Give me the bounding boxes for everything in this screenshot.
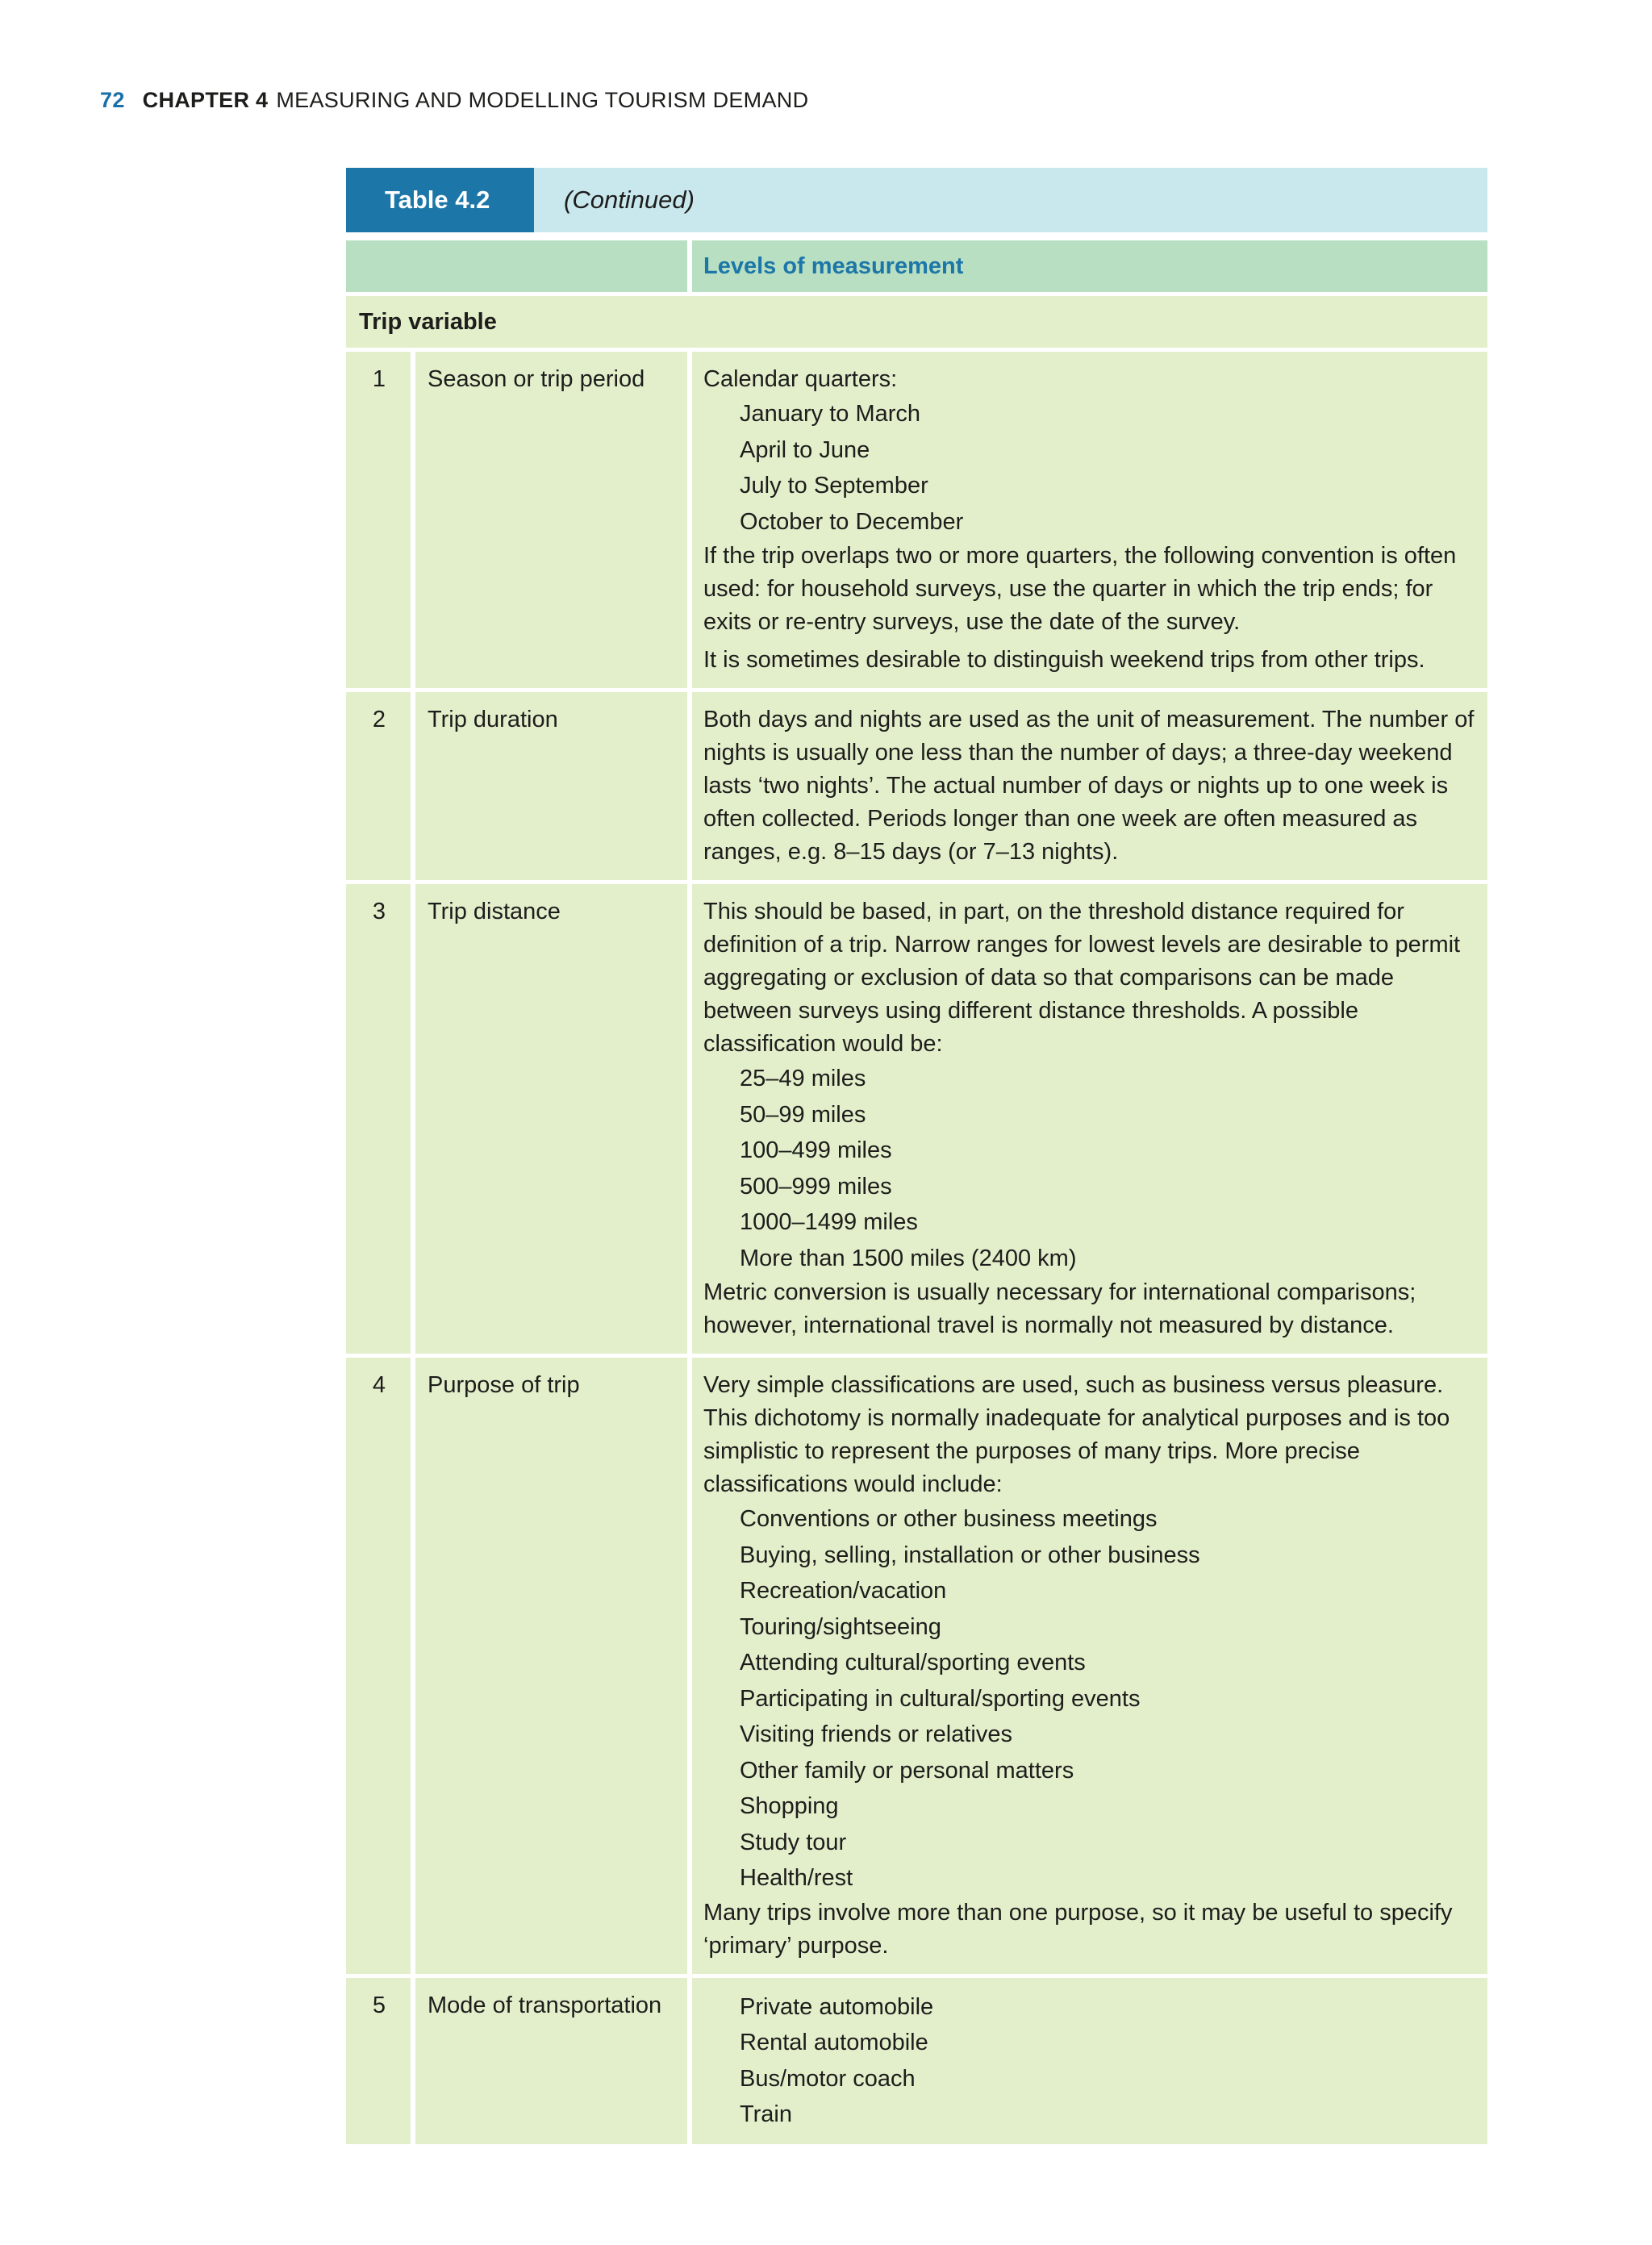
measurement-level-item: Private automobile: [740, 1993, 934, 2020]
table-row: [346, 692, 1487, 880]
description-note: Many trips involve more than one purpose, so it may be useful to specify ‘primary’ purpose.: [703, 1899, 1453, 1959]
description-intro: Both days and nights are used as the unit of measurement. The number of nights is usually one less than the number of days; a three-day weekend lasts ‘two nights’. The actual number of days or nights up to one week is often collected. Periods longer than one week are often measured as ranges, e.g. 8–15 days (or 7–13 nights).: [703, 707, 1475, 865]
row-number: 3: [346, 884, 411, 1354]
chapter-label: CHAPTER 4: [142, 88, 269, 112]
measurement-level-item: Buying, selling, installation or other business: [740, 1542, 1200, 1568]
measurement-description: [692, 1978, 1487, 2144]
measurement-level-item: Other family or personal matters: [740, 1757, 1074, 1784]
measurement-level-item: Study tour: [740, 1829, 847, 1855]
table-body: [346, 352, 1487, 2144]
group-label: Trip variable: [346, 296, 1487, 348]
running-head: [100, 88, 808, 113]
measurement-description: [692, 884, 1487, 1354]
table-row: [346, 884, 1487, 1354]
trip-variable: Purpose of trip: [415, 1358, 687, 1974]
measurement-description: [692, 1358, 1487, 1974]
measurement-level-item: Train: [740, 2101, 792, 2127]
trip-variable: Season or trip period: [415, 352, 687, 688]
description-intro: This should be based, in part, on the threshold distance required for definition of a trip. Narrow ranges for lowest levels are desirable to permit aggregating or exclusion of data so that comparisons can be made between surveys using different distance thresholds. A possible classification would be:: [703, 899, 1461, 1057]
measurement-level-item: Rental automobile: [740, 2030, 928, 2055]
measurement-level-item: Bus/motor coach: [740, 2065, 916, 2092]
measurement-description: [692, 352, 1487, 688]
description-note: Metric conversion is usually necessary for international comparisons; however, international travel is normally not measured by distance.: [703, 1279, 1416, 1338]
table-row: [346, 1978, 1487, 2144]
measurement-level-item: Attending cultural/sporting events: [740, 1650, 1086, 1675]
table: [346, 168, 1487, 2144]
row-number: 2: [346, 692, 411, 880]
row-number: 1: [346, 352, 411, 688]
measurement-level-item: Conventions or other business meetings: [740, 1506, 1158, 1532]
measurement-level-item: 50–99 miles: [740, 1101, 866, 1128]
table-row: [346, 1358, 1487, 1974]
measurement-level-item: July to September: [740, 473, 928, 499]
column-header: Levels of measurement: [692, 240, 1487, 292]
trip-variable: Trip duration: [415, 692, 687, 880]
measurement-level-item: Shopping: [740, 1793, 839, 1819]
measurement-level-item: Participating in cultural/sporting events: [740, 1685, 1141, 1712]
header-blank-cell: [346, 240, 687, 292]
measurement-level-item: January to March: [740, 401, 921, 427]
table-caption: [346, 168, 1487, 232]
measurement-level-item: 100–499 miles: [740, 1137, 892, 1163]
description-note: If the trip overlaps two or more quarters, the following convention is often used: for household surveys, use the quarter in which the trip ends; for exits or re-entry surveys, use the date of the survey.: [703, 543, 1457, 635]
measurement-level-item: Touring/sightseeing: [740, 1613, 941, 1640]
measurement-level-item: October to December: [740, 508, 964, 535]
measurement-level-item: More than 1500 miles (2400 km): [740, 1245, 1077, 1271]
measurement-level-item: Recreation/vacation: [740, 1578, 947, 1604]
trip-variable: Mode of transportation: [415, 1978, 687, 2144]
trip-variable: Trip distance: [415, 884, 687, 1354]
chapter-title: MEASURING AND MODELLING TOURISM DEMAND: [276, 88, 809, 112]
description-note: It is sometimes desirable to distinguish weekend trips from other trips.: [703, 647, 1425, 673]
measurement-level-item: 500–999 miles: [740, 1173, 892, 1200]
table-continued: (Continued): [564, 186, 695, 214]
row-number: 5: [346, 1978, 411, 2144]
row-number: 4: [346, 1358, 411, 1974]
table-label: Table 4.2: [346, 168, 534, 232]
table-row: [346, 352, 1487, 688]
measurement-level-item: Health/rest: [740, 1865, 853, 1891]
description-intro: Calendar quarters:: [703, 366, 898, 392]
description-intro: Very simple classifications are used, such as business versus pleasure. This dichotomy is normally inadequate for analytical purposes and is too simplistic to represent the purposes of many trips. More precise classifications would include:: [703, 1372, 1450, 1497]
table-header-row: [346, 240, 1487, 292]
measurement-level-item: Visiting friends or relatives: [740, 1721, 1012, 1747]
page-number: 72: [100, 88, 125, 112]
measurement-level-item: April to June: [740, 436, 870, 463]
measurement-level-item: 25–49 miles: [740, 1066, 866, 1091]
measurement-level-item: 1000–1499 miles: [740, 1209, 918, 1235]
measurement-description: [692, 692, 1487, 880]
